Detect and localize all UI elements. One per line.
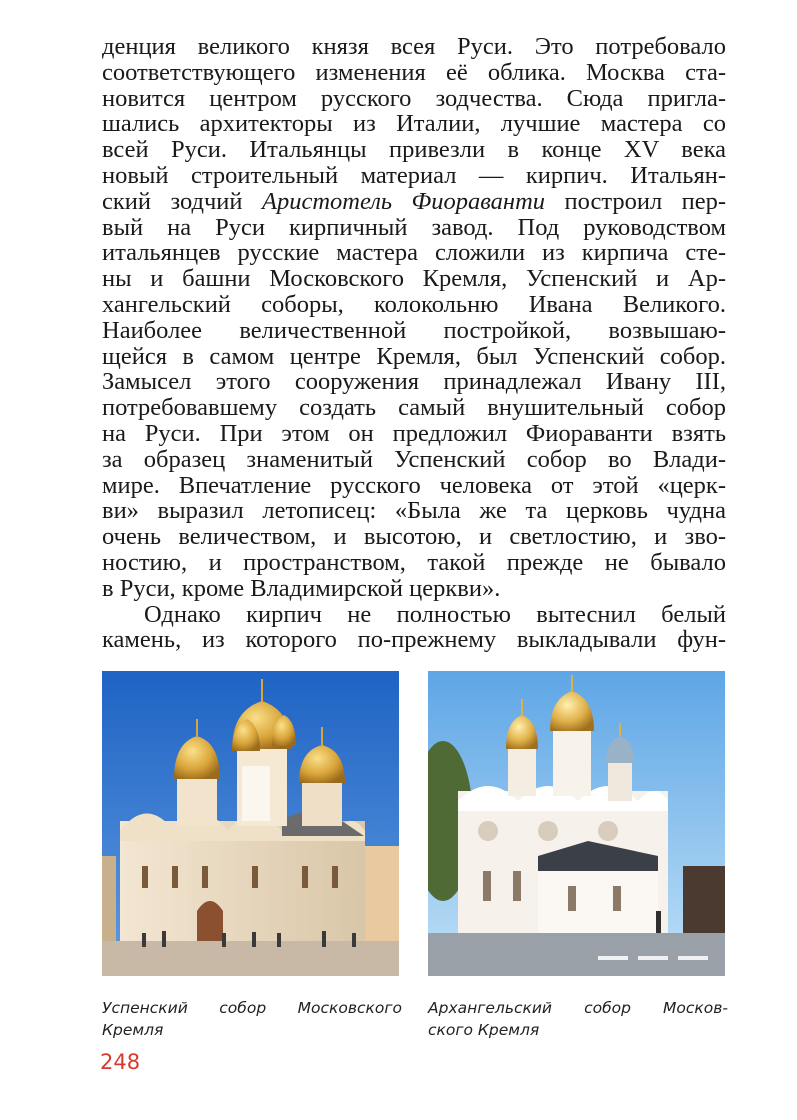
text-line: камень, из которого по-прежнему выкладывали фун- (102, 626, 726, 654)
text-line: вый на Руси кирпичный завод. Под руководством (102, 213, 726, 241)
right-photo-caption (428, 997, 728, 1041)
text-line: всей Руси. Итальянцы привезли в конце XV века (102, 136, 726, 164)
text-line: Замысел этого сооружения принадлежал Ивану III, (102, 368, 726, 396)
text-line: денция великого князя всея Руси. Это потребовало (102, 33, 726, 60)
text-line: итальянцев русские мастера сложили из кирпича сте- (102, 239, 726, 267)
caption-line: Успенский собор Московского (102, 999, 402, 1017)
paragraph-start: Однако кирпич не полностью вытеснил белый (144, 600, 726, 628)
text-line: новый строительный материал — кирпич. Итальян- (102, 161, 726, 189)
text-line: ви» выразил летописец: «Была же та церковь чудна (102, 497, 726, 525)
text-line: ностию, и пространством, такой прежде не бывало (102, 548, 726, 576)
main-text (102, 34, 726, 653)
caption-line: ского Кремля (428, 1021, 540, 1039)
text-line: в Руси, кроме Владимирской церкви». (102, 574, 501, 602)
page-number: 248 (100, 1050, 141, 1074)
caption-line: Архангельский собор Москов- (428, 999, 728, 1017)
text-line: мире. Впечатление русского человека от этой «церк- (102, 471, 726, 499)
text-line: потребовавшему создать самый внушительный собор (102, 394, 726, 422)
architect-name: Аристотель Фиораванти (261, 187, 546, 215)
text-line: шались архитекторы из Италии, лучшие мастера со (102, 110, 726, 138)
text-line-with-name: ский зодчий Аристотель Фиораванти построил пер- (102, 187, 727, 215)
text-line: Наиболее величественной постройкой, возвышаю- (102, 316, 726, 344)
left-photo-caption (102, 997, 402, 1041)
text-line: очень величеством, и высотою, и светлостию, и зво- (102, 523, 726, 551)
uspensky-cathedral-photo (102, 671, 399, 976)
text-line: ны и башни Московского Кремля, Успенский и Ар- (102, 265, 726, 293)
text-line: щейся в самом центре Кремля, был Успенский собор. (102, 342, 726, 370)
text-line: новится центром русского зодчества. Сюда пригла- (102, 84, 726, 112)
arkhangelsky-cathedral-photo (428, 671, 725, 976)
text-line: хангельский соборы, колокольню Ивана Великого. (102, 290, 726, 318)
caption-line: Кремля (102, 1021, 164, 1039)
text-line: на Руси. При этом он предложил Фиораванти взять (102, 419, 726, 447)
text-line: соответствующего изменения её облика. Москва ста- (102, 58, 726, 86)
text-line: за образец знаменитый Успенский собор во Влади- (102, 445, 726, 473)
